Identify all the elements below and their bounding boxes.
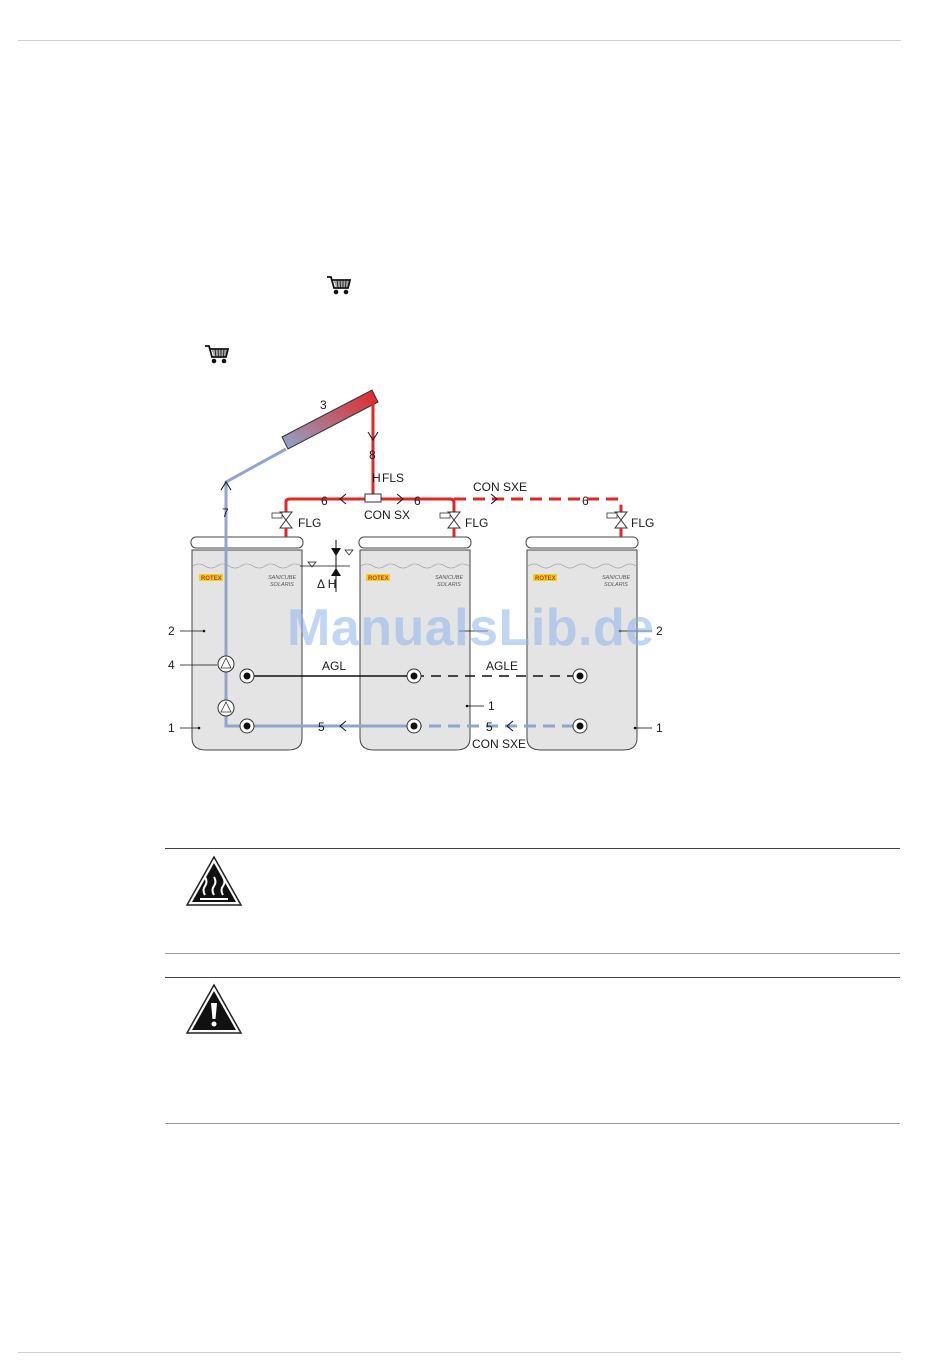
tank-model: SANICUBE [268,575,297,581]
connection-port [573,719,587,733]
watermark: ManualsLib.de [287,599,655,657]
sensor-label: FLS [382,471,405,485]
blue-pipe-label: 5 [486,720,493,734]
callout-1: 1 [656,721,663,735]
connection-port [240,669,254,683]
callout-1: 1 [488,699,495,713]
notice-divider [165,953,900,954]
hot-surface-warning-icon [185,855,243,907]
solar-connection-ext-label: CON SXE [473,480,528,494]
tank-brand: ROTEX [368,576,389,582]
red-pipe-label: 6 [321,494,328,508]
flange-valve [607,512,627,537]
tank-model: SANICUBE [602,575,631,581]
flange-label: FLG [465,516,489,530]
red-pipe-label: 6 [582,494,589,508]
pump-icon [218,700,234,716]
connection-port [407,719,421,733]
connection-port [407,669,421,683]
equalizing-line-label: AGL [322,659,347,673]
footer-rule [18,1352,901,1353]
connection-port [573,669,587,683]
red-pipe-label: 6 [414,494,421,508]
pump-icon [218,656,234,672]
tank-model: SANICUBE [435,575,464,581]
notice-top-rule [165,977,900,978]
flange-label: FLG [631,516,655,530]
blue-pipe-label: 5 [318,720,325,734]
callout-2: 2 [656,624,663,638]
notice-top-rule [165,848,900,849]
tank-model: SOLARIS [270,582,294,588]
callout-2: 2 [168,624,175,638]
tank-model: SOLARIS [604,582,628,588]
solar-connection-label: CON SX [364,508,411,522]
return-pipe-label: 7 [222,506,229,520]
flow-pipe-label: 8 [369,448,376,462]
equalizing-line-label: AGLE [486,659,519,673]
flange-valve [272,512,292,537]
solar-connection-ext-label: CON SXE [472,737,527,751]
flange-valve [440,512,460,537]
solar-collector [282,390,378,449]
tank-brand: ROTEX [535,576,556,582]
tank-brand: ROTEX [201,576,222,582]
sensor-label: H [372,471,381,485]
callout-1: 1 [168,721,175,735]
collector-label: 3 [320,398,327,412]
tank-model: SOLARIS [437,582,461,588]
general-warning-icon [185,983,243,1035]
notice-divider [165,1123,900,1124]
connection-port [240,719,254,733]
delta-h-label: Δ H [317,577,337,591]
callout-4: 4 [168,658,175,672]
flange-label: FLG [298,516,322,530]
